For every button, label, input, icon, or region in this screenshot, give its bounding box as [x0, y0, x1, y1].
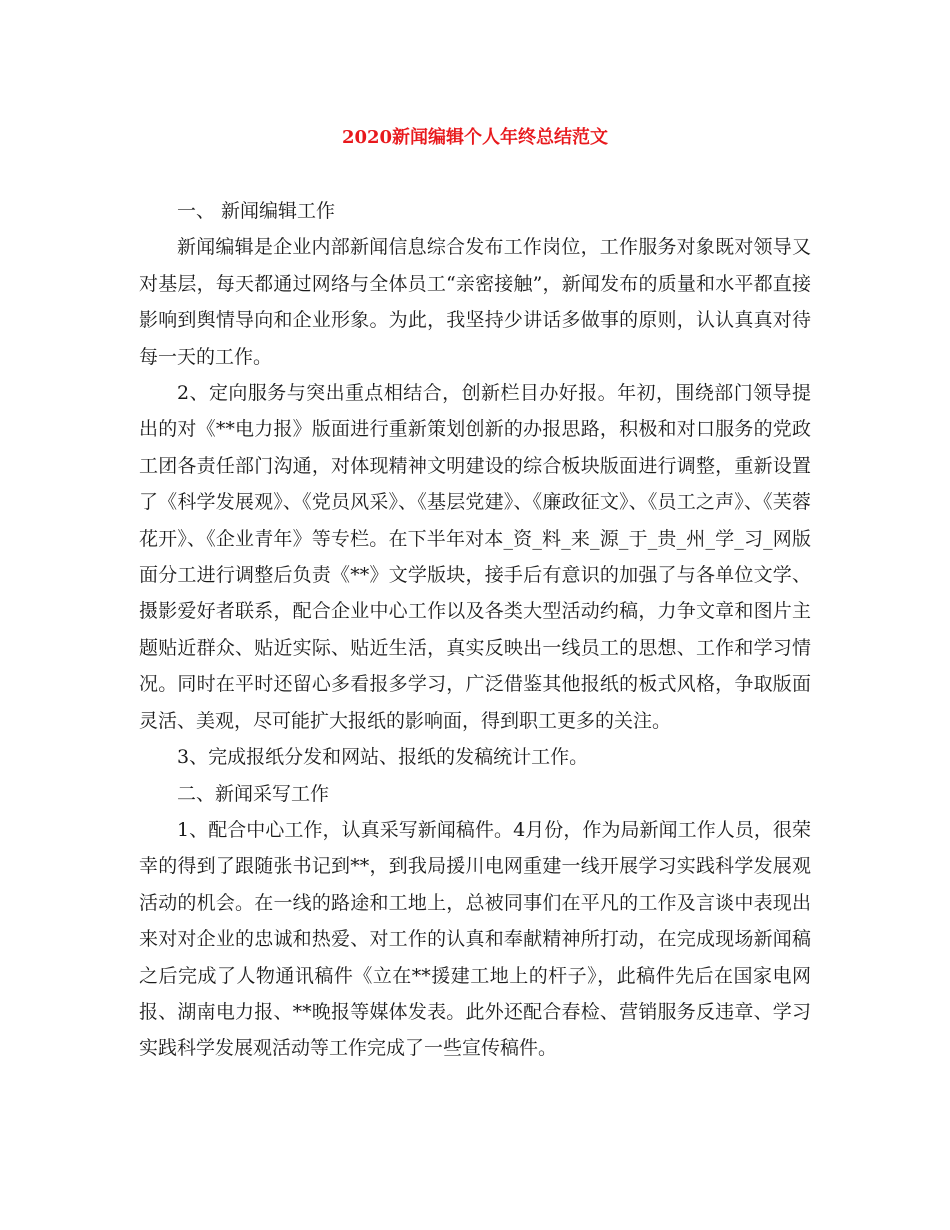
paragraph-item-3: 3、完成报纸分发和网站、报纸的发稿统计工作。 — [177, 746, 589, 769]
document-body — [139, 193, 811, 1067]
section-heading-news-writing: 二、新闻采写工作 — [177, 782, 330, 805]
paragraph-editing-intro: 新闻编辑是企业内部新闻信息综合发布工作岗位，工作服务对象既对领导又对基层，每天都通过网络与全体员工“亲密接触”，新闻发布的质量和水平都直接影响到舆情导向和企业形象。为此，我坚持少讲话多做事的原则，认认真真对待每一天的工作。 — [139, 236, 811, 368]
paragraph-writing-item-1: 1、配合中心工作，认真采写新闻稿件。4月份，作为局新闻工作人员，很荣幸的得到了跟随张书记到**，到我局援川电网重建一线开展学习实践科学发展观活动的机会。在一线的路途和工地上，总被同事们在平凡的工作及言谈中表现出来对对企业的忠诚和热爱、对工作的认真和奉献精神所打动，在完成现场新闻稿之后完成了人物通讯稿件《立在**援建工地上的杆子》，此稿件先后在国家电网报、湖南电力报、**晚报等媒体发表。此外还配合春检、营销服务反违章、学习实践科学发展观活动等工作完成了一些宣传稿件。 — [139, 818, 811, 1060]
paragraph-item-2: 2、定向服务与突出重点相结合，创新栏目办好报。年初，围绕部门领导提出的对《**电力报》版面进行重新策划创新的办报思路，积极和对口服务的党政工团各责任部门沟通，对体现精神文明建设的综合板块版面进行调整，重新设置了《科学发展观》、《党员风采》、《基层党建》、《廉政征文》、《员工之声》、《芙蓉花开》、《企业青年》等专栏。在下半年对本_资_料_来_源_于_贵_州_学_习_网版面分工进行调整后负责《**》文学版块，接手后有意识的加强了与各单位文学、摄影爱好者联系，配合企业中心工作以及各类大型活动约稿，力争文章和图片主题贴近群众、贴近实际、贴近生活，真实反映出一线员工的思想、工作和学习情况。同时在平时还留心多看报多学习，广泛借鉴其他报纸的板式风格，争取版面灵活、美观，尽可能扩大报纸的影响面，得到职工更多的关注。 — [139, 382, 811, 732]
document-title: 2020新闻编辑个人年终总结范文 — [341, 127, 609, 148]
section-heading-news-editing: 一、 新闻编辑工作 — [177, 200, 336, 222]
